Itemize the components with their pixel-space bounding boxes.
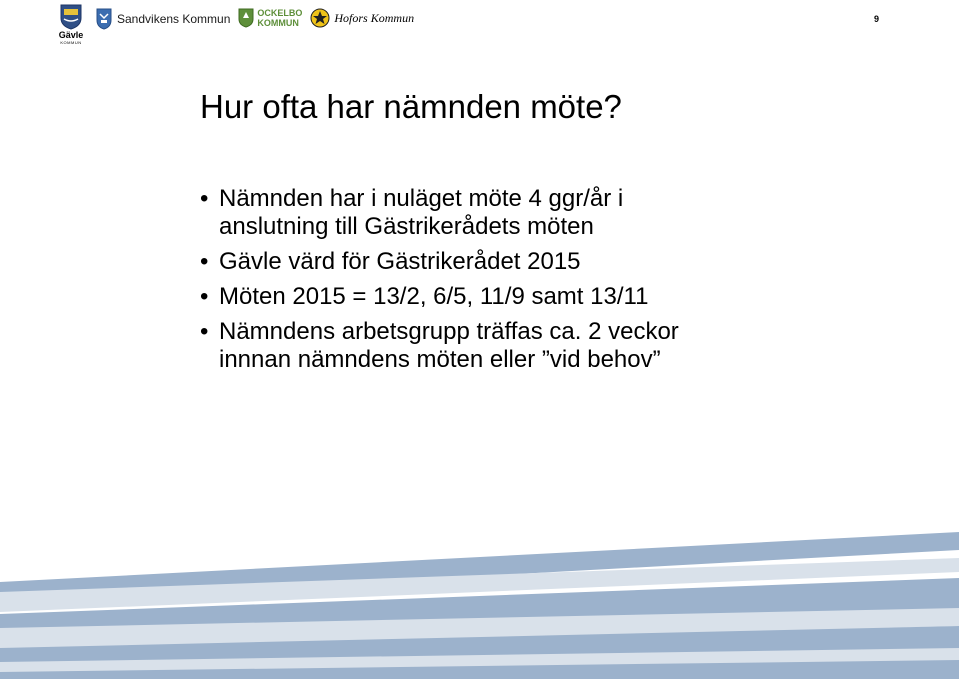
bullet-line: anslutning till Gästrikerådets möten [219, 213, 594, 240]
ockelbo-logo [238, 8, 302, 28]
bullet-line: Nämndens arbetsgrupp träffas ca. 2 veckor [219, 318, 679, 345]
hofors-star-icon [310, 8, 330, 28]
bullet-line: Gävle värd för Gästrikerådet 2015 [219, 248, 581, 275]
bullet-item [200, 185, 900, 241]
bullet-icon: • [200, 283, 209, 310]
bullet-item [200, 283, 900, 311]
header-logos [54, 4, 422, 48]
ockelbo-logo-text: OCKELBO KOMMUN [257, 8, 303, 28]
ockelbo-crest-icon [238, 8, 254, 28]
bullet-line: Nämnden har i nuläget möte 4 ggr/år i [219, 185, 624, 212]
bullet-icon: • [200, 185, 209, 212]
hofors-logo [310, 8, 414, 28]
bullet-item [200, 248, 900, 276]
bullet-line: innnan nämndens möten eller ”vid behov” [219, 346, 661, 373]
hofors-logo-text: Hofors Kommun [334, 10, 415, 25]
gavle-logo-subtitle: KOMMUN [60, 40, 82, 45]
sandviken-crest-icon [96, 8, 112, 30]
bullet-item [200, 318, 900, 374]
bullet-icon: • [200, 318, 209, 345]
page-number: 9 [874, 14, 880, 24]
bullet-line: Möten 2015 = 13/2, 6/5, 11/9 samt 13/11 [219, 283, 649, 310]
gavle-logo [54, 4, 88, 45]
bullet-list [200, 185, 900, 381]
sandviken-logo [96, 8, 230, 30]
footer-bands [0, 530, 959, 679]
gavle-logo-name: Gävle [58, 30, 84, 40]
gavle-crest-icon [60, 4, 82, 30]
sandviken-logo-text: Sandvikens Kommun [117, 12, 231, 26]
slide-title: Hur ofta har nämnden möte? [200, 88, 622, 125]
bullet-icon: • [200, 248, 209, 275]
